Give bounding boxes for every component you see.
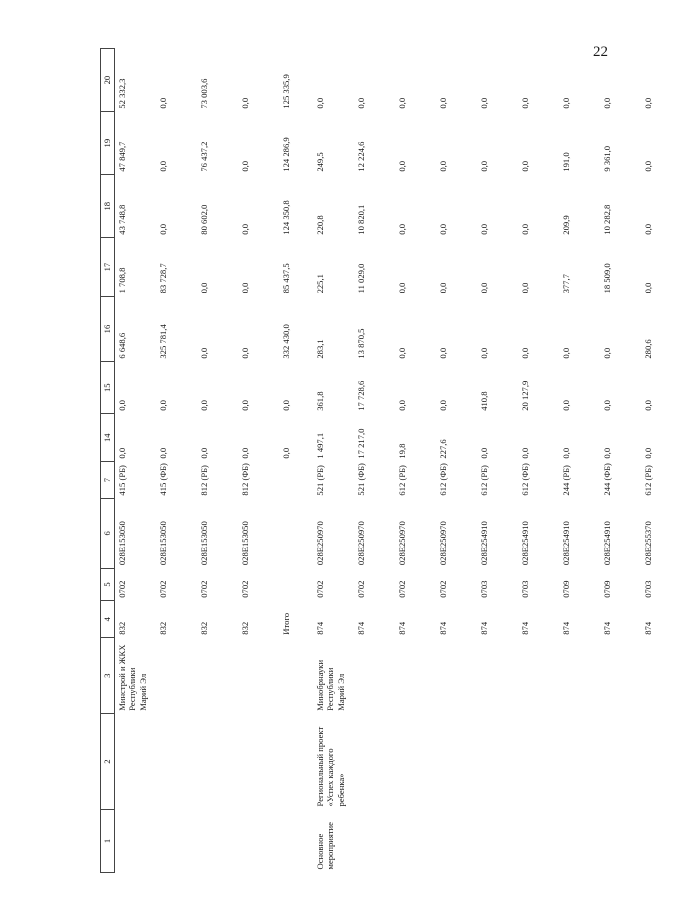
table-cell: 1 708,8	[117, 267, 127, 294]
table-cell	[115, 714, 157, 810]
table-cell: 124 350,8	[281, 200, 291, 235]
table-cell: 028E254910	[479, 521, 489, 566]
table-cell	[600, 809, 641, 872]
table-cell: 11 029,0	[356, 263, 366, 294]
table-cell: 028E153050	[158, 521, 168, 566]
table-cell: 0,0	[643, 223, 653, 235]
table-cell: 0,0	[158, 160, 168, 172]
table-cell: 0,0	[479, 160, 489, 172]
table-cell: 0,0	[240, 282, 250, 294]
table-cell: 73 003,6	[199, 78, 209, 109]
table-cell	[115, 809, 157, 872]
table-cell: 43 748,8	[117, 204, 127, 235]
table-cell: 361,8	[315, 391, 325, 411]
table-row	[197, 49, 238, 873]
table-cell	[197, 809, 238, 872]
table-cell: 0,0	[520, 97, 530, 109]
table-cell: 0,0	[561, 347, 571, 359]
table-cell	[238, 714, 279, 810]
table-cell: 0,0	[158, 447, 168, 459]
table-cell: Минобрнауки Республики Марий Эл	[315, 659, 346, 711]
table-cell: 0,0	[281, 447, 291, 459]
table-cell: 0,0	[438, 282, 448, 294]
table-row	[354, 49, 395, 873]
table-cell: 9 361,0	[602, 145, 612, 172]
table-cell: Региональный проект «Успех каждого ребенка»	[315, 726, 346, 807]
table-cell: 13 870,5	[356, 328, 366, 359]
table-cell: 0,0	[602, 400, 612, 411]
table-cell: 0,0	[240, 347, 250, 359]
table-cell: 209,9	[561, 215, 571, 235]
table-cell	[641, 714, 682, 810]
table-cell: 521 (ФБ)	[356, 463, 366, 496]
table-row	[313, 49, 354, 873]
table-cell: 0,0	[561, 97, 571, 109]
table-cell: 244 (ФБ)	[602, 463, 612, 496]
table-cell: 0,0	[240, 160, 250, 172]
table-cell	[279, 638, 313, 714]
table-cell: 18 509,0	[602, 263, 612, 294]
table-cell: 191,0	[561, 152, 571, 172]
table-cell: 521 (РБ)	[315, 465, 325, 496]
table-cell: 0702	[117, 580, 127, 598]
table-cell: 832	[199, 621, 209, 635]
table-cell: 0702	[199, 580, 209, 598]
table-cell: 0,0	[520, 282, 530, 294]
table-cell: 17 217,0	[356, 428, 366, 459]
table-cell: 0,0	[281, 400, 291, 411]
page-number: 22	[593, 44, 608, 60]
table-cell: 874	[479, 621, 489, 635]
table-cell: 874	[397, 621, 407, 635]
table-cell: 0,0	[438, 160, 448, 172]
table-cell: 220,8	[315, 215, 325, 235]
table-cell: 0702	[438, 580, 448, 598]
table-cell: 028E254910	[561, 521, 571, 566]
table-cell: 812 (РБ)	[199, 465, 209, 496]
table-cell: 832	[158, 621, 168, 635]
table-cell	[477, 714, 518, 810]
column-header: 1	[101, 809, 115, 872]
table-cell: 0,0	[199, 282, 209, 294]
table-cell	[354, 638, 395, 714]
table-cell: 83 728,7	[158, 263, 168, 294]
table-cell	[436, 638, 477, 714]
table-cell: 028E250970	[438, 521, 448, 566]
table-cell: Основное мероприятие	[315, 822, 336, 870]
table-cell: 0,0	[158, 400, 168, 411]
table-cell	[477, 809, 518, 872]
table-cell: 377,7	[561, 274, 571, 294]
table-cell: 0,0	[397, 160, 407, 172]
table-cell: 0,0	[158, 223, 168, 235]
table-cell: 332 430,0	[281, 324, 291, 359]
table-cell	[559, 809, 600, 872]
table-cell: 10 820,1	[356, 204, 366, 235]
table-cell: 0702	[356, 580, 366, 598]
table-cell: 249,5	[315, 152, 325, 172]
table-cell: 0,0	[479, 447, 489, 459]
table-cell: 612 (ФБ)	[438, 463, 448, 496]
table-cell	[600, 714, 641, 810]
table-cell: 0702	[158, 580, 168, 598]
table-cell: 028E254910	[602, 521, 612, 566]
table-cell: 0702	[315, 580, 325, 598]
table-cell: 874	[356, 621, 366, 635]
table-cell: 0,0	[117, 447, 127, 459]
table-cell	[559, 638, 600, 714]
table-row	[238, 49, 279, 873]
budget-table	[100, 48, 682, 873]
table-cell: 028E254910	[520, 521, 530, 566]
budget-table-rotated	[100, 48, 653, 873]
column-header: 4	[101, 601, 115, 638]
table-cell: 12 224,6	[356, 141, 366, 172]
table-cell: 0,0	[199, 400, 209, 411]
table-cell: 028E153050	[240, 521, 250, 566]
table-cell: 0,0	[117, 400, 127, 411]
table-cell: 0,0	[397, 400, 407, 411]
column-header: 19	[101, 112, 115, 175]
table-cell	[279, 568, 313, 601]
table-cell	[354, 809, 395, 872]
table-header-row	[101, 49, 115, 873]
table-cell: 0,0	[240, 223, 250, 235]
table-cell: 19,8	[397, 443, 407, 459]
table-cell: 0,0	[315, 97, 325, 109]
table-cell: 0,0	[479, 97, 489, 109]
column-header: 6	[101, 499, 115, 569]
table-cell	[477, 638, 518, 714]
table-cell: 0,0	[602, 97, 612, 109]
table-cell: Минстрой и ЖКХ Республики Марий Эл	[117, 644, 148, 711]
table-cell: 0,0	[643, 97, 653, 109]
table-cell: 0703	[520, 580, 530, 598]
table-row	[395, 49, 436, 873]
table-cell	[238, 809, 279, 872]
table-cell	[436, 809, 477, 872]
table-cell	[279, 714, 313, 810]
table-cell: 0,0	[240, 97, 250, 109]
table-cell: 0,0	[520, 160, 530, 172]
table-cell: 0,0	[356, 97, 366, 109]
table-cell: 874	[438, 621, 448, 635]
column-header: 14	[101, 414, 115, 462]
table-cell	[156, 714, 197, 810]
table-cell: 0,0	[643, 447, 653, 459]
table-row	[641, 49, 682, 873]
table-cell: 244 (РБ)	[561, 465, 571, 496]
table-row	[600, 49, 641, 873]
table-cell: 0702	[240, 580, 250, 598]
table-cell: 0,0	[438, 400, 448, 411]
table-cell: 225,1	[315, 274, 325, 294]
table-row	[477, 49, 518, 873]
column-header: 18	[101, 175, 115, 238]
table-cell	[156, 638, 197, 714]
table-cell	[436, 714, 477, 810]
table-cell	[395, 714, 436, 810]
table-cell: 028E250970	[397, 521, 407, 566]
table-cell: 0703	[479, 580, 489, 598]
table-cell: 874	[520, 621, 530, 635]
table-cell: 874	[643, 621, 653, 635]
table-cell: 874	[602, 621, 612, 635]
table-cell: 0,0	[158, 97, 168, 109]
table-cell: 612 (РБ)	[479, 465, 489, 496]
table-cell	[395, 638, 436, 714]
table-cell	[518, 714, 559, 810]
table-cell: 10 282,8	[602, 204, 612, 235]
column-header: 17	[101, 238, 115, 297]
table-cell	[238, 638, 279, 714]
table-cell: 80 602,0	[199, 204, 209, 235]
table-cell: 028E250970	[356, 521, 366, 566]
table-cell: 124 286,9	[281, 137, 291, 172]
table-cell: 0,0	[240, 400, 250, 411]
table-cell: 612 (ФБ)	[520, 463, 530, 496]
table-cell: 874	[315, 621, 325, 635]
table-cell: 874	[561, 621, 571, 635]
table-cell: 612 (РБ)	[397, 465, 407, 496]
table-cell	[518, 809, 559, 872]
table-cell: 0,0	[520, 347, 530, 359]
table-cell: 410,8	[479, 391, 489, 411]
table-cell: 0,0	[397, 347, 407, 359]
table-cell: 028E153050	[199, 521, 209, 566]
table-cell: 280,6	[643, 339, 653, 359]
column-header: 5	[101, 568, 115, 601]
table-cell: 028E250970	[315, 521, 325, 566]
table-cell: 125 335,9	[281, 74, 291, 109]
table-cell: 0709	[561, 580, 571, 598]
table-cell: 832	[117, 621, 127, 635]
table-cell	[279, 809, 313, 872]
table-cell: 0,0	[438, 223, 448, 235]
table-cell: 20 127,9	[520, 380, 530, 411]
table-cell	[395, 809, 436, 872]
table-cell: 47 849,7	[117, 141, 127, 172]
table-cell	[197, 714, 238, 810]
table-cell: 76 437,2	[199, 141, 209, 172]
table-cell	[600, 638, 641, 714]
table-cell	[279, 499, 313, 569]
table-cell: 1 497,1	[315, 432, 325, 459]
column-header: 2	[101, 714, 115, 810]
table-cell: 0,0	[397, 282, 407, 294]
table-row	[559, 49, 600, 873]
table-cell: 0,0	[438, 347, 448, 359]
table-cell: 0,0	[561, 447, 571, 459]
table-cell: 0,0	[199, 347, 209, 359]
table-cell: 325 781,4	[158, 324, 168, 359]
table-cell: 0,0	[520, 223, 530, 235]
table-cell: 0,0	[561, 400, 571, 411]
table-cell: 0,0	[479, 282, 489, 294]
column-header: 15	[101, 362, 115, 414]
table-cell	[641, 638, 682, 714]
table-cell: 0702	[397, 580, 407, 598]
table-row	[279, 49, 313, 873]
table-cell: 0,0	[602, 347, 612, 359]
table-cell: 0,0	[520, 447, 530, 459]
table-cell	[518, 638, 559, 714]
table-cell: 0,0	[643, 400, 653, 411]
table-row	[436, 49, 477, 873]
table-cell: 812 (ФБ)	[240, 463, 250, 496]
table-cell	[197, 638, 238, 714]
table-cell: 415 (ФБ)	[158, 463, 168, 496]
table-cell: Итого	[281, 612, 291, 635]
table-cell	[354, 714, 395, 810]
table-cell: 0,0	[199, 447, 209, 459]
table-cell: 0,0	[479, 223, 489, 235]
table-cell: 0,0	[438, 97, 448, 109]
table-cell: 832	[240, 621, 250, 635]
table-cell: 612 (РБ)	[643, 465, 653, 496]
table-cell: 0,0	[397, 223, 407, 235]
table-cell: 6 648,6	[117, 332, 127, 359]
table-cell: 028E255370	[643, 521, 653, 566]
table-row	[518, 49, 559, 873]
table-cell: 0,0	[643, 160, 653, 172]
table-cell: 0703	[643, 580, 653, 598]
table-cell: 0,0	[240, 447, 250, 459]
table-cell: 0,0	[397, 97, 407, 109]
table-cell: 85 437,5	[281, 263, 291, 294]
table-cell	[279, 462, 313, 499]
column-header: 3	[101, 638, 115, 714]
table-cell: 0,0	[602, 447, 612, 459]
table-cell	[559, 714, 600, 810]
table-cell: 227,6	[438, 439, 448, 459]
table-body	[115, 49, 682, 873]
table-cell: 415 (РБ)	[117, 465, 127, 496]
table-cell: 0,0	[643, 282, 653, 294]
table-cell: 17 728,6	[356, 380, 366, 411]
table-row	[156, 49, 197, 873]
table-cell	[156, 809, 197, 872]
table-cell: 283,1	[315, 339, 325, 359]
table-cell	[641, 809, 682, 872]
column-header: 7	[101, 462, 115, 499]
column-header: 16	[101, 296, 115, 361]
table-row	[115, 49, 157, 873]
table-cell: 028E153050	[117, 521, 127, 566]
table-cell: 52 332,3	[117, 78, 127, 109]
column-header: 20	[101, 49, 115, 112]
table-cell: 0,0	[479, 347, 489, 359]
table-cell: 0709	[602, 580, 612, 598]
